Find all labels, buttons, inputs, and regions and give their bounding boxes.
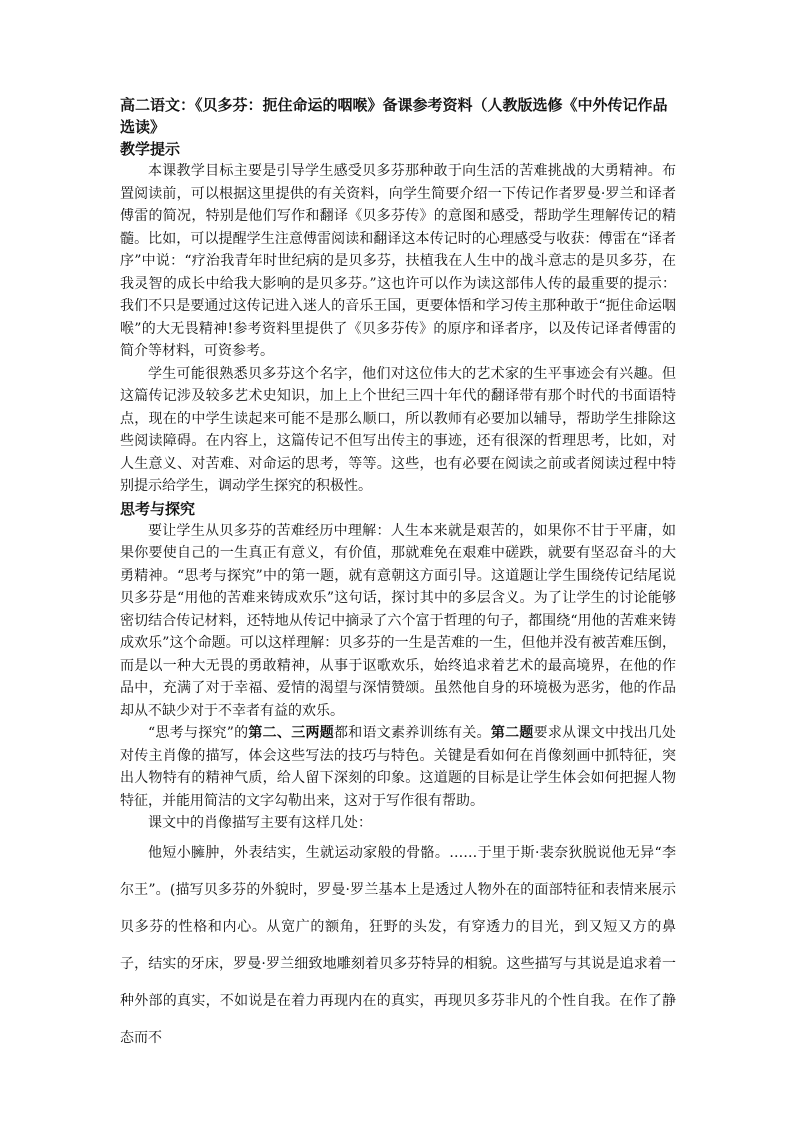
section-heading-teaching-tips: 教学提示	[120, 140, 181, 158]
bold-text: 第二题	[490, 725, 534, 741]
text-run: 要求从课文中找出几处对传主肖像的描写，体会这些写法的技巧与特色。关键是看如何在肖像刻画中抓特征，突出人物特有的精神气质，给人留下深刻的印象。这道题的目标是让学生体会如何把握人物特征，并能用简洁的文字勾勒出来，这对于写作很有帮助。	[120, 725, 677, 809]
bold-text: 第二、三两题	[248, 725, 334, 741]
paragraph-questions-2-3	[120, 722, 676, 812]
text-run: “思考与探究”的	[148, 725, 249, 741]
document-page	[120, 94, 676, 1057]
document-title: 高二语文：《贝多芬：扼住命运的咽喉》备课参考资料（人教版选修《中外传记作品选读》	[120, 96, 668, 136]
paragraph-portrait-quote: 他短小臃肿，外表结实，生就运动家般的骨骼。……于里于斯·裴奈狄脱说他无异“李尔王”。(描写贝多芬的外貌时，罗曼·罗兰基本上是透过人物外在的面部特征和表情来展示贝多芬的性格和内心。从宽广的额角，狂野的头发，有穿透力的目光，到又短又方的鼻子，结实的牙床，罗曼·罗兰细致地雕刻着贝多芬特异的相貌。这些描写与其说是追求着一种外部的真实，不如说是在着力再现内在的真实，再现贝多芬非凡的个性自我。在作了静态而不	[120, 844, 676, 1046]
paragraph: 要让学生从贝多芬的苦难经历中理解：人生本来就是艰苦的，如果你不甘于平庸，如果你要使自己的一生真正有意义，有价值，那就难免在艰难中磋跌，就要有坚忍奋斗的大勇精神。“思考与探究”中的第一题，就有意朝这方面引导。这道题让学生围绕传记结尾说贝多芬是“用他的苦难来铸成欢乐”这句话，探讨其中的多层含义。为了让学生的讨论能够密切结合传记材料，还特地从传记中摘录了六个富于哲理的句子，都围绕“用他的苦难来铸成欢乐”这个命题。可以这样理解：贝多芬的一生是苦难的一生，但他并没有被苦难压倒，而是以一种大无畏的勇敢精神，从事于讴歌欢乐，始终追求着艺术的最高境界，在他的作品中，充满了对于幸福、爱情的渴望与深情赞颂。虽然他自身的环境极为恶劣，他的作品却从不缺少对于不幸者有益的欢乐。	[120, 522, 676, 719]
paragraph: 课文中的肖像描写主要有这样几处：	[148, 815, 372, 831]
section-heading-thinking: 思考与探究	[120, 499, 196, 518]
paragraph: 本课教学目标主要是引导学生感受贝多芬那种敢于向生活的苦难挑战的大勇精神。布置阅读前，可以根据这里提供的有关资料，向学生简要介绍一下传记作者罗曼·罗兰和译者傅雷的简况，特别是他们写作和翻译《贝多芬传》的意图和感受，帮助学生理解传记的精髓。比如，可以提醒学生注意傅雷阅读和翻译这本传记时的心理感受与收获：傅雷在“译者序”中说：“疗治我青年时世纪病的是贝多芬，扶植我在人生中的战斗意志的是贝多芬，在我灵智的成长中给我大影响的是贝多芬。”这也许可以作为读这部伟人传的最重要的提示：我们不只是要通过这传记进入迷人的音乐王国，更要体悟和学习传主那种敢于“扼住命运咽喉”的大无畏精神!参考资料里提供了《贝多芬传》的原序和译者序，以及传记译者傅雷的简介等材料，可资参考。	[120, 163, 676, 359]
paragraph: 学生可能很熟悉贝多芬这个名字，他们对这位伟大的艺术家的生平事迹会有兴趣。但这篇传记涉及较多艺术史知识，加上上个世纪三四十年代的翻译带有那个时代的书面语特点，现在的中学生读起来可能不是那么顺口，所以教师有必要加以辅导，帮助学生排除这些阅读障碍。在内容上，这篇传记不但写出传主的事迹，还有很深的哲理思考，比如，对人生意义、对苦难、对命运的思考，等等。这些，也有必要在阅读之前或者阅读过程中特别提示给学生，调动学生探究的积极性。	[120, 365, 676, 494]
text-run: 都和语文素养训练有关。	[333, 725, 491, 741]
